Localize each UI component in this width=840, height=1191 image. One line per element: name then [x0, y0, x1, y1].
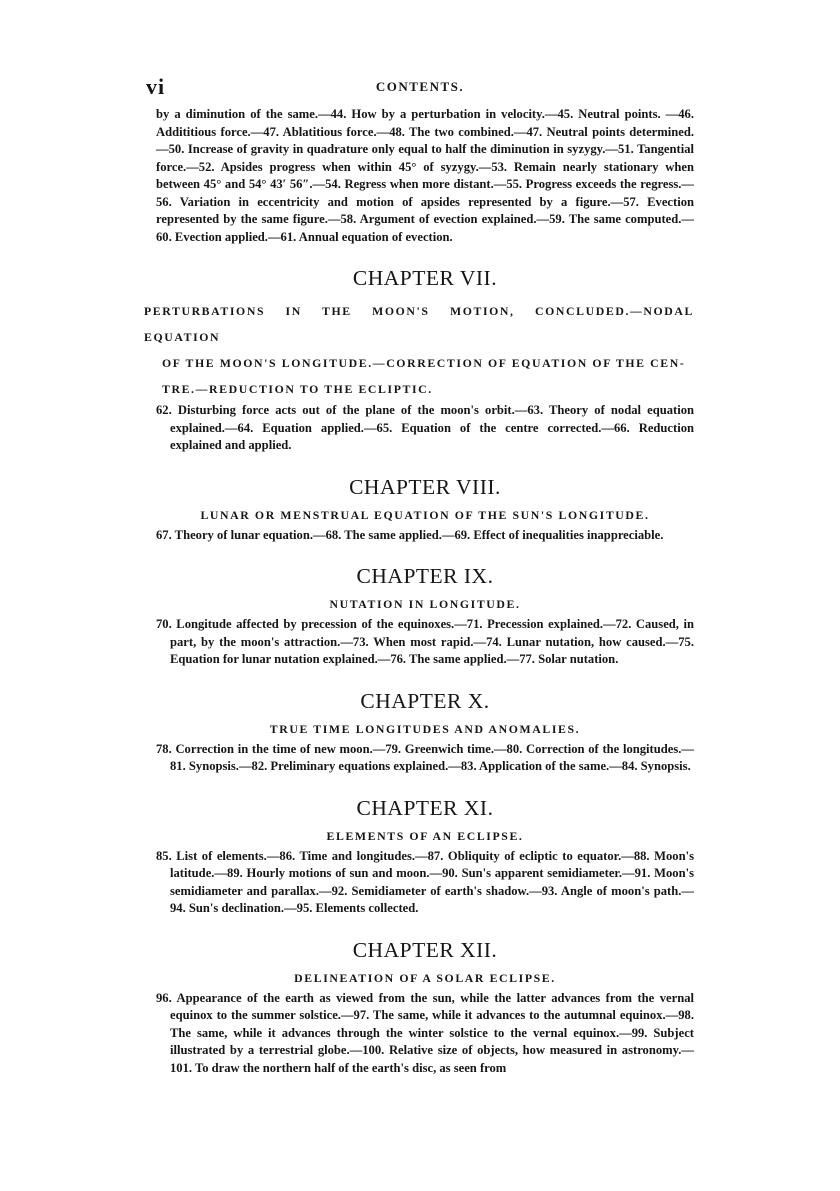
chapter-8 [156, 475, 694, 545]
chapter-9 [156, 564, 694, 669]
chapter-subtitle-line: PERTURBATIONS IN THE MOON'S MOTION, CONCLUDED.—NODAL EQUATION [144, 304, 694, 344]
chapter-subtitle: TRUE TIME LONGITUDES AND ANOMALIES. [269, 721, 581, 736]
chapter-subtitle [144, 298, 694, 402]
chapter-7 [144, 266, 694, 455]
chapter-heading: CHAPTER IX. [356, 564, 494, 588]
chapter-heading: CHAPTER X. [360, 688, 490, 713]
chapter-subtitle: DELINEATION OF A SOLAR ECLIPSE. [294, 970, 556, 985]
intro-paragraph: by a diminution of the same.—44. How by a perturbation in velocity.—45. Neutral points. —46. Addititious force.—47. Ablatitious force.—48. The two combined.—47. Neutral points determined.—50. Increase of gravity in quadrature only equal to half the diminution in syzygy.—51. Tangential force.—52. Apsides progress when within 45° of syzygy.—53. Remain nearly stationary when between 45° and 54° 43′ 56″.—54. Regress when more distant.—55. Progress exceeds the regress.—56. Variation in eccentricity and motion of apsides represented by a figure.—57. Evection represented by the same figure.—58. Argument of evection explained.—59. The same computed.—60. Evection applied.—61. Annual equation of evection. [156, 107, 694, 244]
chapter-summary: 62. Disturbing force acts out of the plane of the moon's orbit.—63. Theory of nodal equation explained.—64. Equation applied.—65. Equation of the centre corrected.—66. Reduction explained and applied. [156, 403, 694, 452]
chapter-summary: 85. List of elements.—86. Time and longitudes.—87. Obliquity of ecliptic to equator.—88. Moon's latitude.—89. Hourly motions of sun and moon.—90. Sun's apparent semidiameter.—91. Moon's semidiameter and parallax.—92. Semidiameter of earth's shadow.—93. Angle of moon's path.—94. Sun's declination.—95. Elements collected. [156, 848, 694, 915]
chapter-subtitle-line: TRE.—REDUCTION TO THE ECLIPTIC. [162, 382, 433, 396]
chapter-summary: 70. Longitude affected by precession of the equinoxes.—71. Precession explained.—72. Caused, in part, by the moon's attraction.—73. When most rapid.—74. Lunar nutation, how caused.—75. Equation for lunar nutation explained.—76. The same applied.—77. Solar nutation. [156, 617, 694, 666]
chapter-subtitle: LUNAR OR MENSTRUAL EQUATION OF THE SUN'S LONGITUDE. [200, 507, 650, 522]
chapter-summary: 78. Correction in the time of new moon.—79. Greenwich time.—80. Correction of the longitudes.—81. Synopsis.—82. Preliminary equations explained.—83. Application of the same.—84. Synopsis. [156, 741, 694, 773]
chapter-heading: CHAPTER XI. [356, 795, 494, 820]
page-number: vi [146, 74, 166, 99]
contents-body [144, 106, 694, 1077]
chapter-11 [156, 796, 694, 918]
chapter-12 [156, 938, 694, 1078]
chapter-heading: CHAPTER VII. [352, 266, 498, 290]
chapter-heading: CHAPTER XII. [352, 937, 498, 962]
running-head: CONTENTS. [375, 79, 465, 94]
chapter-subtitle: NUTATION IN LONGITUDE. [329, 597, 521, 611]
chapter-10 [156, 689, 694, 776]
chapter-heading: CHAPTER VIII. [349, 474, 501, 499]
chapter-summary: 96. Appearance of the earth as viewed from the sun, while the latter advances from the vernal equinox to the summer solstice.—97. The same, while it advances to the autumnal equinox.—98. The same, while it advances through the winter solstice to the vernal equinox.—99. Subject illustrated by a terrestrial globe.—100. Relative size of objects, how measured in astronomy.—101. To draw the northern half of the earth's disc, as seen from [156, 990, 694, 1075]
chapter-summary: 67. Theory of lunar equation.—68. The same applied.—69. Effect of inequalities inappreciable. [156, 527, 664, 542]
chapter-subtitle-line: OF THE MOON'S LONGITUDE.—CORRECTION OF EQUATION OF THE CEN- [162, 356, 686, 370]
chapter-subtitle: ELEMENTS OF AN ECLIPSE. [326, 828, 524, 843]
